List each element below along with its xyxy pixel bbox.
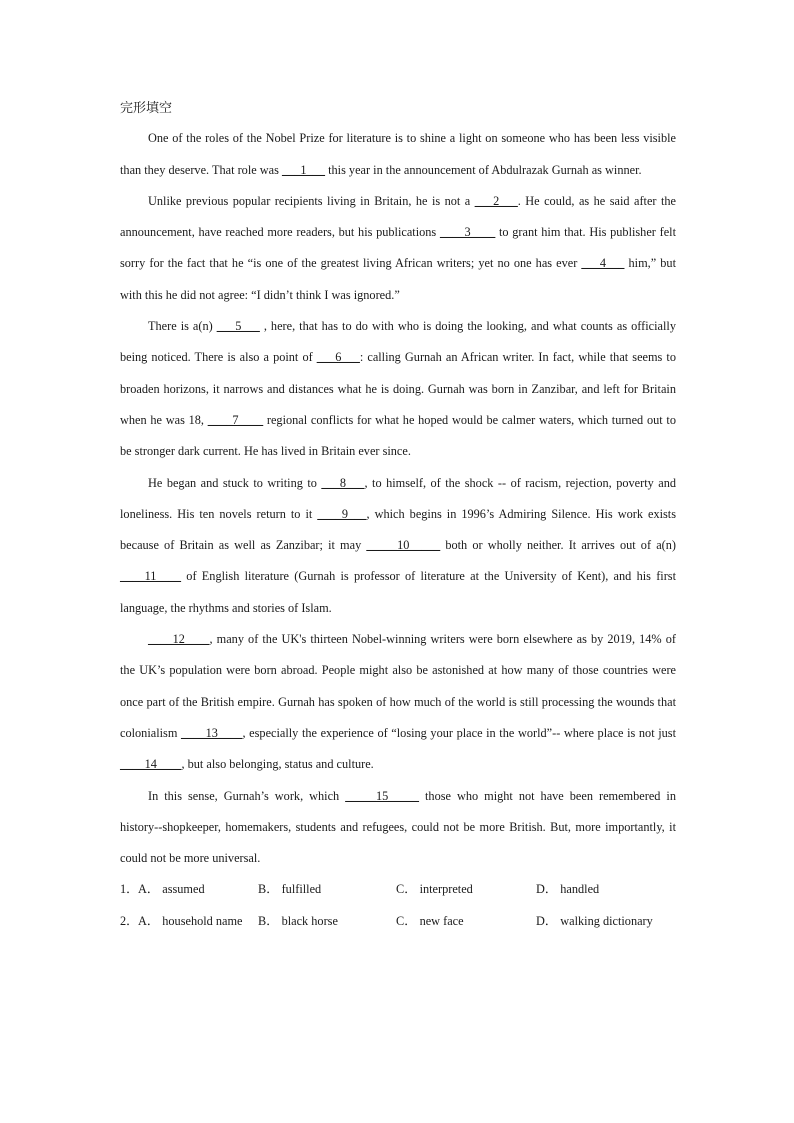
option-d[interactable]: D． handled <box>536 882 600 897</box>
answer-blank[interactable]: ____14____ <box>120 757 182 772</box>
passage-text: him,” but with this he did not agree: “I didn’t think I was ignored.” <box>120 256 676 302</box>
passage-text: Unlike previous popular recipients living in Britain, he is not a <box>148 193 475 208</box>
option-a[interactable]: A． household name <box>138 913 243 928</box>
answer-blank[interactable]: ___5___ <box>216 319 260 334</box>
passage-text: this year in the announcement of Abdulrazak Gurnah as winner. <box>325 162 642 177</box>
passage-paragraph <box>120 781 676 875</box>
passage-paragraph <box>120 186 676 311</box>
answer-blank[interactable]: ___2___ <box>474 193 518 208</box>
answer-blank[interactable]: ____11____ <box>120 569 182 584</box>
option-c[interactable]: C． new face <box>396 913 464 928</box>
answer-blank[interactable]: ____7____ <box>207 412 264 427</box>
answer-blank[interactable]: ____12____ <box>148 632 210 647</box>
answer-options <box>120 874 676 937</box>
passage-text: of English literature (Gurnah is professor of literature at the University of Kent), and his first language, the rhythms and stories of Islam. <box>120 569 676 615</box>
passage-text: One of the roles of the Nobel Prize for literature is to shine a light on someone who has been less visible than they deserve. That role was <box>120 131 676 177</box>
passage-text: . He could, as he said after the announcement, have reached more readers, but his publications <box>120 193 676 240</box>
passage-text: In this sense, Gurnah’s work, which <box>148 788 346 803</box>
question-number: 2． <box>120 913 139 928</box>
answer-blank[interactable]: _____10_____ <box>366 538 441 553</box>
passage-text: regional conflicts for what he hoped would be calmer waters, which turned out to be stronger dark current. He has lived in Britain ever since. <box>120 412 676 459</box>
answer-blank[interactable]: ___1___ <box>281 162 326 177</box>
document-page <box>120 92 676 937</box>
passage-paragraph <box>120 624 676 780</box>
answer-blank[interactable]: ____3____ <box>439 225 496 240</box>
option-b[interactable]: B． fulfilled <box>258 882 322 897</box>
passage-text: , here, that has to do with who is doing the looking, and what counts as officially being noticed. There is also a point of <box>120 319 676 365</box>
answer-blank[interactable]: _____15_____ <box>345 788 419 803</box>
passage-paragraph <box>120 123 676 186</box>
passage-text: : calling Gurnah an African writer. In fact, while that seems to broaden horizons, it narrows and distances what he is doing. Gurnah was born in Zanzibar, and left for Britain when he was 18, <box>120 350 676 427</box>
passage-text: He began and stuck to writing to <box>148 475 322 490</box>
section-heading: 完形填空 <box>120 100 173 115</box>
option-c[interactable]: C． interpreted <box>396 882 473 897</box>
passage-paragraph <box>120 468 676 624</box>
question-options-row <box>120 874 676 905</box>
answer-blank[interactable]: ___4___ <box>581 256 625 271</box>
option-b[interactable]: B． black horse <box>258 913 338 928</box>
passage-text: , many of the UK's thirteen Nobel-winning writers were born elsewhere as by 2019, 14% of the UK’s population were born abroad. People might also be astonished at how many of those countries were once part of the British empire. Gurnah has spoken of how much of the world is still processing the wounds that colonialism <box>120 632 676 740</box>
passage-paragraph <box>120 311 676 467</box>
answer-blank[interactable]: ____9___ <box>317 506 367 521</box>
passage-text: those who might not have been remembered in history--shopkeeper, homemakers, students and refugees, could not be more British. But, more importantly, it could not be more universal. <box>120 788 676 866</box>
answer-blank[interactable]: ____13____ <box>181 725 243 740</box>
answer-blank[interactable]: ___6___ <box>316 350 360 365</box>
passage-text: , which begins in 1996’s Admiring Silence. His work exists because of Britain as well as Zanzibar; it may <box>120 506 676 553</box>
passage-text: both or wholly neither. It arrives out of a(n) <box>440 538 676 553</box>
option-d[interactable]: D． walking dictionary <box>536 913 653 928</box>
passage-text: There is a(n) <box>148 319 217 334</box>
passage-text: , but also belonging, status and culture. <box>181 757 374 772</box>
question-options-row <box>120 906 676 937</box>
option-a[interactable]: A． assumed <box>138 882 205 897</box>
passage-text: to grant him that. His publisher felt sorry for the fact that he “is one of the greatest living African writers; yet no one has ever <box>120 225 676 271</box>
cloze-passage <box>120 123 676 874</box>
question-number: 1． <box>120 882 139 897</box>
passage-text: , to himself, of the shock -- of racism, rejection, poverty and loneliness. His ten novels return to it <box>120 475 676 521</box>
answer-blank[interactable]: ___8___ <box>321 475 365 490</box>
passage-text: , especially the experience of “losing your place in the world”-- where place is not just <box>242 725 677 740</box>
